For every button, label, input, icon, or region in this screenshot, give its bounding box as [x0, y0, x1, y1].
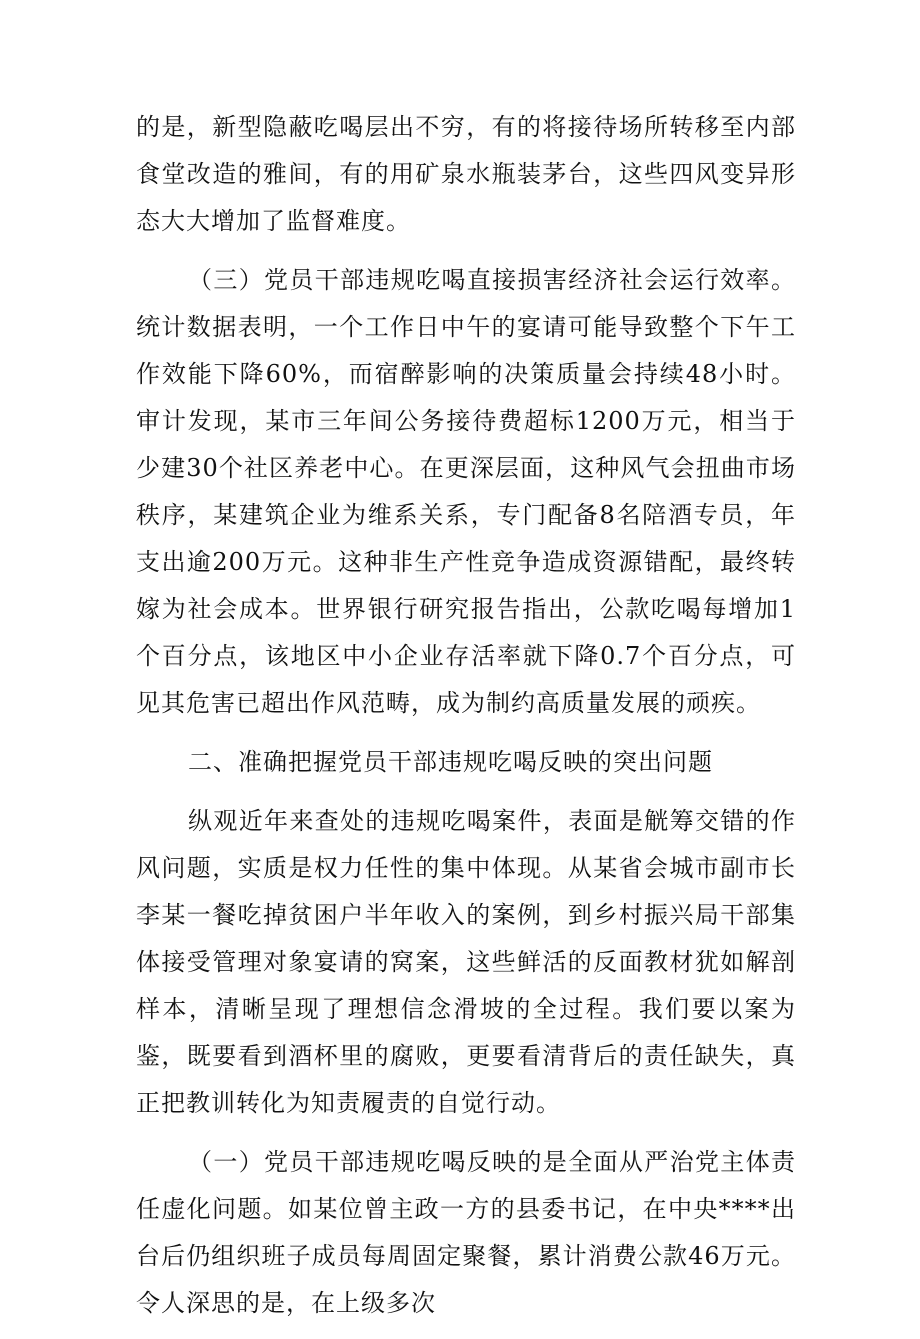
paragraph-continuation: 的是，新型隐蔽吃喝层出不穷，有的将接待场所转移至内部食堂改造的雅间，有的用矿泉水瓶装茅台，这些四风变异形态大大增加了监督难度。	[136, 113, 796, 235]
paragraph-case-review: 纵观近年来查处的违规吃喝案件，表面是觥筹交错的作风问题，实质是权力任性的集中体现。从某省会城市副市长李某一餐吃掉贫困户半年收入的案例，到乡村振兴局干部集体接受管理对象宴请的窝案，这些鲜活的反面教材犹如解剖样本，清晰呈现了理想信念滑坡的全过程。我们要以案为鉴，既要看到酒杯里的腐败，更要看清背后的责任缺失，真正把教训转化为知责履责的自觉行动。	[136, 807, 796, 1117]
paragraph-section-three: （三）党员干部违规吃喝直接损害经济社会运行效率。统计数据表明，一个工作日中午的宴请可能导致整个下午工作效能下降60%，而宿醉影响的决策质量会持续48小时。审计发现，某市三年间公务接待费超标1200万元，相当于少建30个社区养老中心。在更深层面，这种风气会扭曲市场秩序，某建筑企业为维系关系，专门配备8名陪酒专员，年支出逾200万元。这种非生产性竞争造成资源错配，最终转嫁为社会成本。世界银行研究报告指出，公款吃喝每增加1个百分点，该地区中小企业存活率就下降0.7个百分点，可见其危害已超出作风范畴，成为制约高质量发展的顽疾。	[136, 266, 796, 717]
section-heading-two: 二、准确把握党员干部违规吃喝反映的突出问题	[188, 748, 713, 776]
paragraph-section-one: （一）党员干部违规吃喝反映的是全面从严治党主体责任虚化问题。如某位曾主政一方的县委书记，在中央****出台后仍组织班子成员每周固定聚餐，累计消费公款46万元。令人深思的是，在上级多次	[136, 1148, 796, 1317]
document-body	[136, 104, 796, 1339]
